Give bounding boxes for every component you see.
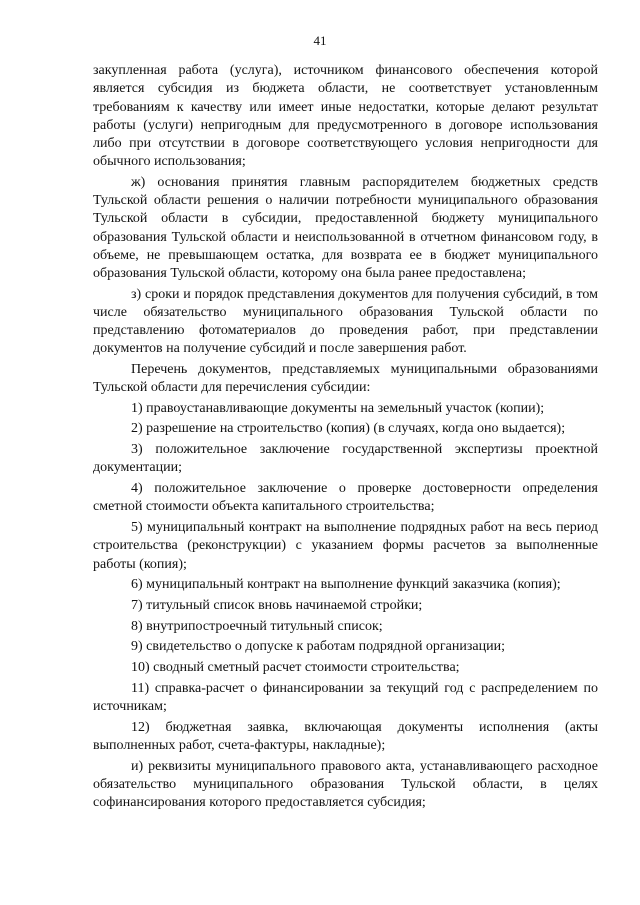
- list-item: 8) внутрипостроечный титульный список;: [131, 618, 383, 634]
- list-item: 5) муниципальный контракт на выполнение подрядных работ на весь период строительства (реконструкции) с указанием формы расчетов за выполненные работы (копия);: [93, 520, 598, 572]
- document-body: [93, 62, 598, 813]
- paragraph-z: з) сроки и порядок представления документов для получения субсидий, в том числе обязательство муниципального образования Тульской области по представлению фотоматериалов до проведения работ, при представлении документов на получение субсидий и после завершения работ.: [93, 286, 598, 357]
- list-item: 3) положительное заключение государственной экспертизы проектной документации;: [93, 442, 598, 476]
- paragraph-continuation: закупленная работа (услуга), источником финансового обеспечения которой является субсидия из бюджета области, не соответствует установленным требованиям к качеству или имеет иные недостатки, которые делают результат работы (услуги) непригодным для предусмотренного в договоре использования либо при отсутствии в договоре соответствующего условия непригодности для обычного использования;: [93, 63, 598, 170]
- paragraph-i: и) реквизиты муниципального правового акта, устанавливающего расходное обязательство муниципального образования Тульской области, в целях софинансирования которого предоставляется субсидия;: [93, 758, 598, 811]
- list-item: 11) справка-расчет о финансировании за текущий год с распределением по источникам;: [93, 680, 598, 715]
- list-item: 10) сводный сметный расчет стоимости строительства;: [131, 660, 460, 676]
- list-item: 12) бюджетная заявка, включающая документы исполнения (акты выполненных работ, счета-фактуры, накладные);: [93, 719, 598, 754]
- list-item: 1) правоустанавливающие документы на земельный участок (копии);: [131, 400, 545, 416]
- page-number: 41: [313, 33, 327, 48]
- list-item: 7) титульный список вновь начинаемой стройки;: [131, 598, 423, 614]
- list-item: 2) разрешение на строительство (копия) (в случаях, когда оно выдается);: [131, 421, 566, 437]
- list-item: 6) муниципальный контракт на выполнение функций заказчика (копия);: [131, 577, 561, 593]
- paragraph-document-list-intro: Перечень документов, представляемых муниципальными образованиями Тульской области для перечисления субсидии:: [93, 361, 598, 396]
- list-item: 9) свидетельство о допуске к работам подрядной организации;: [131, 639, 505, 655]
- paragraph-zh: ж) основания принятия главным распорядителем бюджетных средств Тульской области решения о наличии потребности муниципального образования Тульской области в субсидии, предоставленной бюджету муниципального образования Тульской области и неиспользованной в отчетном финансовом году, в объеме, не превышающем остатка, для возврата ее в бюджет муниципального образования Тульской области, которому она была ранее предоставлена;: [93, 174, 598, 282]
- list-item: 4) положительное заключение о проверке достоверности определения сметной стоимости объекта капитального строительства;: [93, 481, 598, 515]
